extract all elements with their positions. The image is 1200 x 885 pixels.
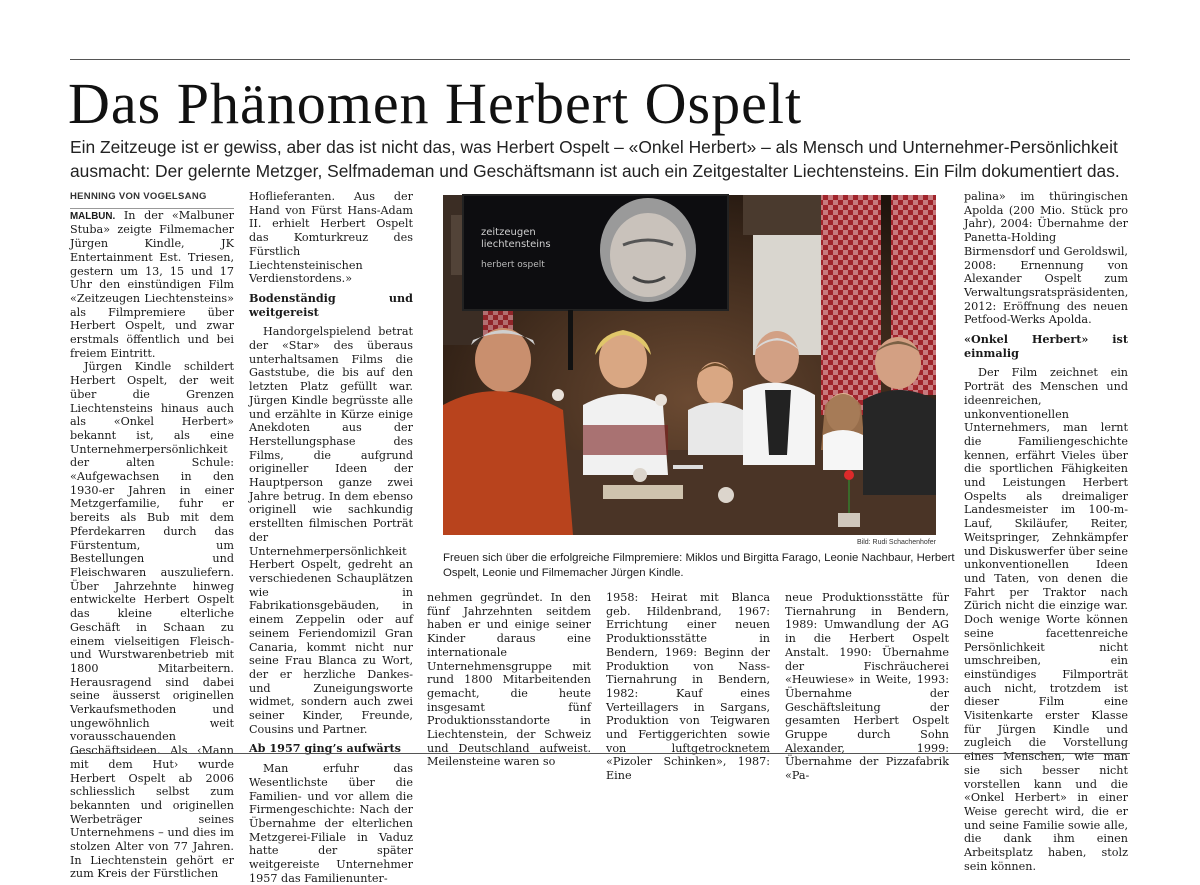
col3-paragraph: nehmen gegründet. In den fünf Jahrzehnten seitdem haben er und einige seiner Kinder daraus eine internationale Unternehmensgruppe mit rund 1800 Mitarbeitenden gemacht, die heute insgesamt fünf Produktionsstandorte in Liechtenstein, der Schweiz und Deutschland aufweist. Meilensteine waren so bbox=[427, 591, 591, 769]
col6-paragraph-1: palina» im thüringischen Apolda (200 Mio. Stück pro Jahr), 2004: Übernahme der Panetta-Holding Birmensdorf und Geroldswil, 2008: Ernennung von Alexander Ospelt zum Verwaltungsratspräsidenten, 2012: Eröffnung des neuen Petfood-Werks Apolda. bbox=[964, 190, 1129, 327]
subheading-ab-1957: Ab 1957 ging’s aufwärts bbox=[249, 741, 401, 756]
col5-paragraph: neue Produktionsstätte für Tiernahrung in Bendern, 1989: Umwandlung der AG in die Herbert Ospelt Anstalt. 1990: Übernahme der Fischräucherei «Heuwiese» in Weite, 1993: Übernahme der Geschäftsleitung der gesamten Herbert Ospelt Gruppe durch Sohn Alexander, 1999: Übernahme der Pizzafabrik «Pa- bbox=[785, 591, 949, 783]
article-column-3 bbox=[427, 591, 591, 769]
article-column-5 bbox=[785, 591, 949, 783]
col1-paragraph-1 bbox=[70, 209, 234, 361]
premiere-photo bbox=[443, 195, 936, 535]
col2-paragraph-3: Man erfuhr das Wesentlichste über die Familien- und vor allem die Firmengeschichte: Nach der Übernahme der elterlichen Metzgerei-Filiale in Vaduz hatte der später weitgereiste Unternehmer 1957 das Familienunter- bbox=[249, 762, 413, 885]
photo-caption: Freuen sich über die erfolgreiche Filmpremiere: Miklos und Birgitta Farago, Leonie Nachbaur, Herbert Ospelt, Leonie und Filmemacher Jürgen Kindle. bbox=[443, 552, 955, 579]
article-column-4 bbox=[606, 591, 770, 783]
col6-paragraph-2: Der Film zeichnet ein Porträt des Menschen und ideenreichen, unkonventionellen Unternehmers, man lernt die Familiengeschichte kennen, erfährt Vieles über die sportlichen Fähigkeiten und Leistungen Herbert Ospelts als dreimaliger Landesmeister im 100-m-Lauf, Skiläufer, Reiter, Weitspringer, Zehnkämpfer und Diskuswerfer über seine unkonventionellen Ideen und Taten, von denen die Fahrt per Traktor nach Zürich nicht die einzige war. Doch wenige Worte können seine facettenreiche Persönlichkeit nicht umschreiben, ein einstündiges Filmporträt auch nicht, trotzdem ist dieser Film eine Visitenkarte erster Klasse für Jürgen Kindle und zugleich die Vorstellung eines Menschen, wie man sie sich besser nicht vorstellen kann und die «Onkel Herbert» in einer Weise gerecht wird, die er und seine Familie sowie alle, die dank ihm einen Arbeitsplatz haben, stolz sein können. bbox=[964, 366, 1129, 873]
col2-paragraph-1: Hoflieferanten. Aus der Hand von Fürst Hans-Adam II. erhielt Herbert Ospelt das Komturkreuz des Fürstlich Liechtensteinischen Verdienstordens.» bbox=[249, 190, 413, 286]
subheading-bodenstaendig: Bodenständig und weitgereist bbox=[249, 290, 413, 319]
subheading-onkel-herbert: «Onkel Herbert» ist einmalig bbox=[964, 332, 1128, 360]
tv-text-1: zeitzeugen bbox=[481, 227, 536, 238]
tv-text-3: herbert ospelt bbox=[481, 260, 545, 270]
byline: HENNING VON VOGELSANG bbox=[70, 190, 234, 209]
col2-paragraph-2: Handorgelspielend betrat der «Star» des überaus unterhaltsamen Films die Gaststube, die bis auf den letzten Platz gefüllt war. Jürgen Kindle begrüsste alle und erzählte in Kürze einige Anekdoten aus der Herstellungsphase des Films, die aufgrund origineller Ideen der Hauptperson ganze zwei Jahre betrug. In dem ebenso originell wie sachkundig erstellten filmischen Porträt der Unternehmerpersönlichkeit Herbert Ospelt, gedreht an verschiedenen Schauplätzen wie in Fabrikationsgebäuden, in einem Zeppelin oder auf seinem Feriendomizil Gran Canaria, kommt nicht nur seine Frau Blanca zu Wort, der er herzliche Dankes- und Zuneigungsworte widmet, sondern auch zwei seiner Kinder, Freunde, Cousins und Partner. bbox=[249, 325, 413, 736]
top-rule bbox=[70, 59, 1130, 60]
bottom-rule bbox=[70, 753, 1130, 754]
article-column-2 bbox=[249, 190, 413, 885]
dateline: MALBUN. bbox=[70, 210, 116, 222]
headline: Das Phänomen Herbert Ospelt bbox=[68, 71, 803, 136]
col1-paragraph-2: Jürgen Kindle schildert Herbert Ospelt, der weit über die Grenzen Liechtensteins hinaus auch als «Onkel Herbert» bekannt ist, als eine Unternehmerpersönlichkeit der alten Schule: «Aufgewachsen in den 1930-er Jahren in einer Metzgerfamilie, fuhr er bereits als Bub mit dem Pferdekarren durch das Fürstentum, um Bestellungen und Fleischwaren auszuliefern. Über Jahrzehnte hinweg entwickelte Herbert Ospelt das kleine elterliche Geschäft in Schaan zu einem vielseitigen Fleisch- und Wurstwarenbetrieb mit 1800 Mitarbeitern. Herausragend sind dabei seine äusserst originellen Verkaufsmethoden und ungewöhnlich weit vorausschauenden Geschäftsideen. Als ‹Mann mit dem Hut› wurde Herbert Ospelt ab 2006 schliesslich selbst zum bekannten und originellen Werbeträger seines Unternehmens – und dies im stolzen Alter von 77 Jahren. In Liechtenstein gehört er zum Kreis der Fürstlichen bbox=[70, 360, 234, 881]
photo-credit: Bild: Rudi Schachenhofer bbox=[857, 539, 936, 546]
col4-paragraph: 1958: Heirat mit Blanca geb. Hildenbrand, 1967: Errichtung einer neuen Produktionsstätte in Bendern, 1969: Beginn der Produktion von Nass-Tiernahrung in Bendern, 1982: Kauf eines Verteillagers in Sargans, Produktion von Teigwaren und Fertiggerichten sowie von luftgetrocknetem «Pizoler Schinken», 1987: Eine bbox=[606, 591, 770, 783]
article-column-6 bbox=[964, 190, 1129, 873]
tv-text-2: liechtensteins bbox=[481, 239, 551, 250]
col1-paragraph-1-text: In der «Malbuner Stuba» zeigte Filmemacher Jürgen Kindle, JK Entertainment Est. Triesen, gestern um 13, 15 und 17 Uhr den einstündigen Film «Zeitzeugen Liechtensteins» als Filmpremiere über Herbert Ospelt, und zwar erstmals öffentlich und bei freiem Eintritt. bbox=[70, 208, 234, 360]
lead-paragraph: Ein Zeitzeuge ist er gewiss, aber das ist nicht das, was Herbert Ospelt – «Onkel Herbert» – als Mensch und Unternehmer-Persönlichkeit ausmacht: Der gelernte Metzger, Selfmademan und Geschäftsmann ist auch ein Zeitgestalter Liechtensteins. Ein Film dokumentiert das. bbox=[70, 137, 1120, 181]
article-column-1 bbox=[70, 190, 234, 881]
